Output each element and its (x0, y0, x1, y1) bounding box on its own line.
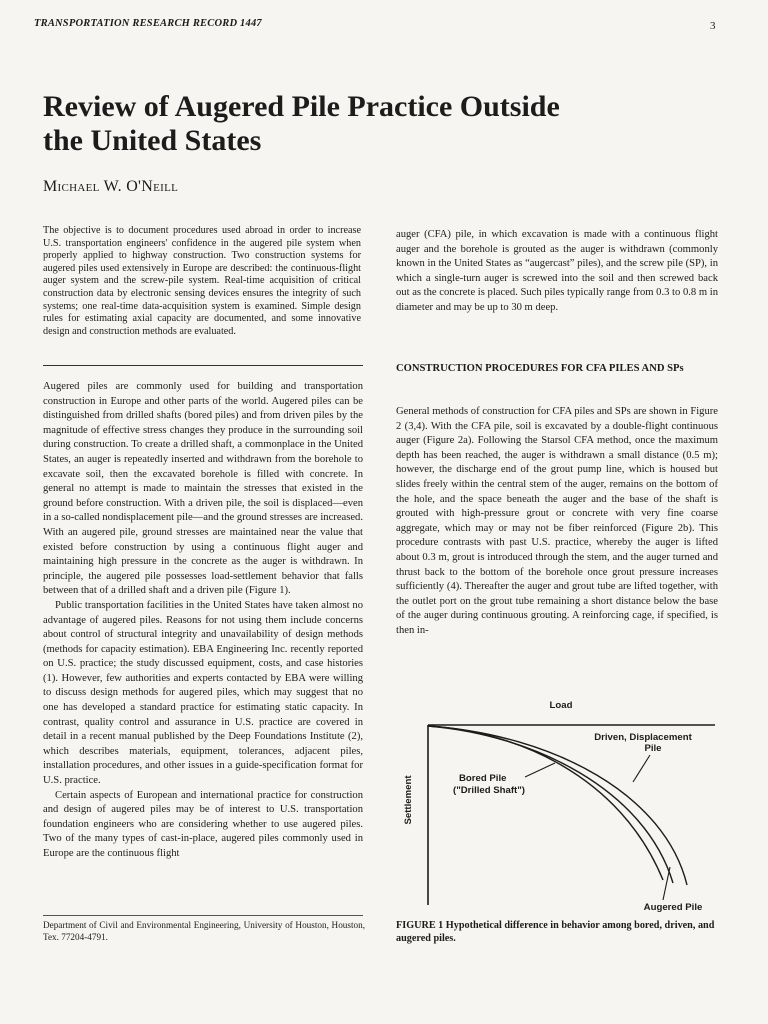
page-number: 3 (710, 20, 716, 32)
abstract-text: The objective is to document procedures used abroad in order to increase U.S. transportation engineers' confidence in the augered pile system when properly applied to highway construction. Two construction systems for augered piles used extensively in Europe are described: the continuous-flight auger system and the screw-pile system. Real-time acquisition of critical construction data by electronic sensing devices ensures the integrity of such systems; one real-time data-acquisition system is examined. Simple design rules for estimating axial capacity are documented, and some innovative design and construction methods are evaluated. (43, 225, 361, 337)
load-settlement-diagram (395, 695, 725, 915)
bored-pile-curve (428, 726, 663, 880)
bored-pile-label: Bored Pile (459, 773, 507, 784)
body-left-column (43, 380, 363, 862)
bored-pile-pointer (525, 763, 555, 777)
body-paragraph: General methods of construction for CFA piles and SPs are shown in Figure 2 (3,4). With the CFA pile, soil is excavated by a double-flight continuous auger (Figure 2a). Following the Starsol CFA method, once the maximum depth has been reached, the auger is withdrawn a small distance (0.5 m); however, the discharge end of the grout pump line, which is housed but slides freely within the central stem of the auger, remains on the bottom of the hole, and the space beneath the auger and the base of the shaft is grouted with high-pressure grout or concrete with very fine coarse aggregate, which may or may not be fiber reinforced (Figure 2b). This procedure contrasts with past U.S. practice, whereby the auger is lifted about 0.3 m, grout is introduced through the stem, and the auger turned and thrust back to the bottom of the borehole once grout pressure increases sufficiently (4). Thereafter the auger and grout tube are lifted together, with the outlet port on the grout tube remaining a short distance below the base of the auger during continuous grouting. A reinforcing cage, if specified, is then in- (396, 406, 718, 636)
author-name: Michael W. O'Neill (43, 178, 179, 195)
figure-caption: FIGURE 1 Hypothetical difference in behavior among bored, driven, and augered piles. (396, 920, 715, 944)
abstract (43, 225, 361, 338)
body-paragraph: Certain aspects of European and international practice for construction and design of augered piles may be of interest to U.S. transportation foundation engineers who are considering whether to use augered piles. Two of the many types of cast-in-place, augered piles commonly used in Europe are the continuous flight (43, 789, 363, 859)
footnote-divider (43, 915, 363, 916)
body-right-column-top (396, 228, 718, 316)
section-heading: CONSTRUCTION PROCEDURES FOR CFA PILES AND SPs (396, 363, 684, 374)
abstract-divider (43, 365, 363, 366)
body-paragraph: Augered piles are commonly used for building and transportation construction in Europe and other parts of the world. Augered piles can be distinguished from drilled shafts (bored piles) and from driven piles by the magnitude of effective stress changes they produce in the surrounding soil during construction. To create a drilled shaft, a commonplace in the United States, an auger is repeatedly inserted and withdrawn from the borehole to excavate soil, then the excavated borehole is filled with concrete. In general no attempt is made to maintain the stresses that existed in the ground before construction. With a driven pile, the soil is displaced—even in a so-called nondisplacement pile—and the ground stresses are increased. With an augered pile, ground stresses are maintained near the value that existed before construction by using a continuous flight auger and maintaining high pressure in the concrete as the auger is withdrawn. In principle, the augered pile possesses load-settlement behavior that falls between that of a drilled shaft and a driven pile (Figure 1). (43, 381, 363, 597)
body-paragraph: auger (CFA) pile, in which excavation is made with a continuous flight auger and the borehole is grouted as the auger is withdrawn (commonly known in the United States as “augercast” piles), and the screw pile (SP), in which a single-turn auger is screwed into the soil and then screwed back out as the concrete is placed. Such piles typically range from 0.3 to 0.8 m in diameter and may be up to 30 m deep. (396, 229, 718, 313)
bored-pile-label-2: ("Drilled Shaft") (453, 785, 525, 796)
paper-title: Review of Augered Pile Practice Outside the United States (43, 90, 560, 157)
author-affiliation-footnote: Department of Civil and Environmental Engineering, University of Houston, Houston, Tex. 77204-4791. (43, 920, 365, 942)
y-axis-label: Settlement (403, 775, 414, 825)
augered-pile-label: Augered Pile (643, 902, 703, 913)
driven-pile-pointer (633, 755, 650, 782)
journal-header: TRANSPORTATION RESEARCH RECORD 1447 (34, 18, 262, 29)
x-axis-label: Load (549, 700, 573, 711)
augered-pile-pointer (663, 867, 670, 900)
body-right-column-section (396, 405, 718, 639)
driven-pile-label-2: Pile (644, 743, 662, 754)
body-paragraph: Public transportation facilities in the United States have taken almost no advantage of augered piles. Reasons for not using them include concerns about control of structural integrity and unavailability of design methods (methods for capacity estimation). EBA Engineering Inc. recently reported on U.S. practice; the study discussed equipment, costs, and case histories (1). However, few authorities and experts contacted by EBA were willing to discuss design methods for augered piles, which may suggest that no one has developed a standard practice for estimating static capacity. In contrast, quality control and assurance in U.S. practice are covered in detail in a recent manual published by the Deep Foundations Institute (2), which describes materials, equipment, tolerances, adjacent piles, installation procedures, and other issues in a guide-specification format for U.S. practice. (43, 599, 363, 787)
figure-1 (395, 695, 725, 915)
driven-pile-label: Driven, Displacement (594, 732, 692, 743)
